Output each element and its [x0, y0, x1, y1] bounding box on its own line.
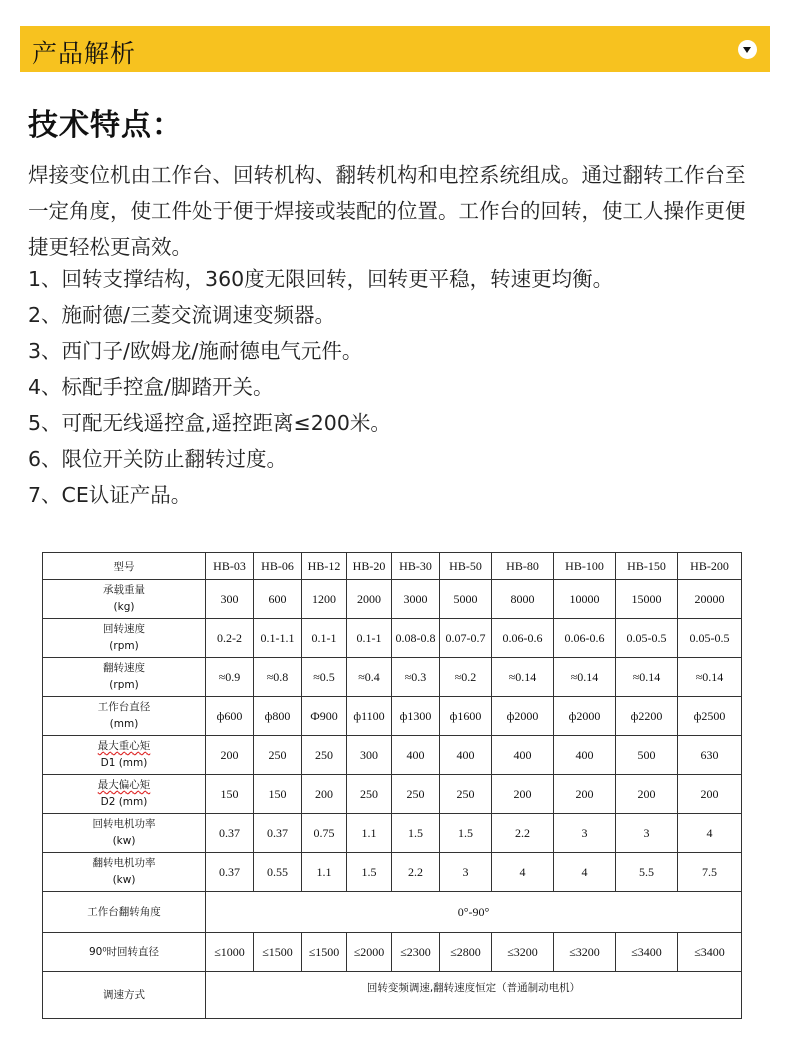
- table-cell: 5000: [440, 580, 492, 619]
- row-label: 调速方式: [43, 972, 206, 1019]
- label-text: 工作台直径: [97, 701, 151, 713]
- table-cell: ф1300: [392, 697, 440, 736]
- table-cell: 1.1: [302, 853, 347, 892]
- table-cell: ф1100: [347, 697, 392, 736]
- table-cell: 3000: [392, 580, 440, 619]
- row-label: [43, 775, 206, 814]
- header-cell: HB-50: [440, 553, 492, 580]
- table-cell: ≈0.14: [616, 658, 678, 697]
- label-text: 翻转电机功率: [92, 857, 156, 869]
- header-cell: HB-30: [392, 553, 440, 580]
- table-row: [43, 619, 742, 658]
- table-header-row: [43, 553, 742, 580]
- table-cell: ≈0.9: [206, 658, 254, 697]
- page-heading: 技术特点：: [28, 108, 183, 143]
- table-cell: 0.75: [302, 814, 347, 853]
- table-cell: 400: [492, 736, 554, 775]
- table-cell: 200: [492, 775, 554, 814]
- spec-table: [42, 552, 742, 1019]
- table-cell: ≤1000: [206, 933, 254, 972]
- table-cell: ≤1500: [254, 933, 302, 972]
- feature-item: 5、可配无线遥控盒,遥控距离≤200米。: [28, 411, 391, 435]
- table-cell: Ф900: [302, 697, 347, 736]
- table-cell: 200: [678, 775, 742, 814]
- table-cell: 0.1-1: [347, 619, 392, 658]
- table-cell: 0.05-0.5: [678, 619, 742, 658]
- table-cell: 300: [347, 736, 392, 775]
- row-label: [43, 619, 206, 658]
- table-cell: ≈0.14: [554, 658, 616, 697]
- table-cell: 0.06-0.6: [492, 619, 554, 658]
- table-cell: 1.5: [347, 853, 392, 892]
- banner-title: 产品解析: [32, 39, 137, 68]
- row-label: [43, 814, 206, 853]
- table-cell: 0.55: [254, 853, 302, 892]
- table-cell: 0.2-2: [206, 619, 254, 658]
- table-cell: 3: [554, 814, 616, 853]
- intro-paragraph: 焊接变位机由工作台、回转机构、翻转机构和电控系统组成。通过翻转工作台至一定角度，使工件处于便于焊接或装配的位置。工作台的回转，使工人操作更便捷更轻松更高效。: [28, 163, 746, 259]
- label-text: 翻转速度: [103, 662, 145, 674]
- table-row: [43, 972, 742, 1019]
- table-cell: 0.06-0.6: [554, 619, 616, 658]
- row-label: 90⁰时回转直径: [43, 933, 206, 972]
- table-row: [43, 853, 742, 892]
- table-cell: 250: [440, 775, 492, 814]
- unit-text: (kw): [112, 874, 136, 886]
- table-cell: 2.2: [492, 814, 554, 853]
- feature-list: [28, 261, 768, 513]
- table-cell: ф1600: [440, 697, 492, 736]
- header-cell: HB-20: [347, 553, 392, 580]
- table-cell: ф2000: [554, 697, 616, 736]
- table-cell: 250: [302, 736, 347, 775]
- table-cell: 回转变频调速,翻转速度恒定（普通制动电机）: [206, 972, 742, 1019]
- table-cell: 3: [440, 853, 492, 892]
- table-cell: 630: [678, 736, 742, 775]
- table-cell: ф2000: [492, 697, 554, 736]
- table-row: [43, 580, 742, 619]
- table-row: [43, 658, 742, 697]
- header-cell: HB-03: [206, 553, 254, 580]
- table-cell: 1.5: [440, 814, 492, 853]
- table-cell: 0.37: [206, 853, 254, 892]
- table-cell: 4: [492, 853, 554, 892]
- table-cell: ≤2800: [440, 933, 492, 972]
- table-cell: 0.1-1: [302, 619, 347, 658]
- table-cell: 600: [254, 580, 302, 619]
- table-cell: 250: [392, 775, 440, 814]
- section-banner[interactable]: [20, 26, 770, 72]
- table-cell: ≈0.4: [347, 658, 392, 697]
- unit-text: (kg): [113, 601, 135, 613]
- table-cell: ≈0.2: [440, 658, 492, 697]
- unit-text: (rpm): [109, 679, 139, 691]
- table-cell: 400: [440, 736, 492, 775]
- table-row: [43, 697, 742, 736]
- table-cell: 0.37: [254, 814, 302, 853]
- table-cell: 4: [678, 814, 742, 853]
- table-cell: ф600: [206, 697, 254, 736]
- table-cell: ≤3400: [616, 933, 678, 972]
- table-cell: 0.08-0.8: [392, 619, 440, 658]
- table-cell: 5.5: [616, 853, 678, 892]
- table-cell: ≈0.8: [254, 658, 302, 697]
- header-cell: HB-12: [302, 553, 347, 580]
- header-cell: HB-150: [616, 553, 678, 580]
- label-text: 回转速度: [103, 623, 145, 635]
- table-cell: 200: [302, 775, 347, 814]
- label-text: 最大重心矩: [97, 740, 151, 752]
- unit-text: D1 (mm): [100, 757, 148, 769]
- header-cell: HB-06: [254, 553, 302, 580]
- table-cell: ≤3200: [554, 933, 616, 972]
- table-cell: 0.1-1.1: [254, 619, 302, 658]
- table-cell: 0.37: [206, 814, 254, 853]
- table-cell: ≤2000: [347, 933, 392, 972]
- table-cell: 2000: [347, 580, 392, 619]
- table-cell: 7.5: [678, 853, 742, 892]
- table-cell: ≤1500: [302, 933, 347, 972]
- header-cell: HB-100: [554, 553, 616, 580]
- table-cell: ≈0.14: [678, 658, 742, 697]
- table-cell: 1200: [302, 580, 347, 619]
- table-cell: 0.05-0.5: [616, 619, 678, 658]
- table-row: [43, 892, 742, 933]
- unit-text: (kw): [112, 835, 136, 847]
- table-cell: 300: [206, 580, 254, 619]
- table-cell: 8000: [492, 580, 554, 619]
- table-row: [43, 933, 742, 972]
- table-cell: 200: [206, 736, 254, 775]
- table-cell: 1.1: [347, 814, 392, 853]
- table-cell: 500: [616, 736, 678, 775]
- row-label: [43, 853, 206, 892]
- table-cell: ≤2300: [392, 933, 440, 972]
- table-cell: 15000: [616, 580, 678, 619]
- table-cell: 4: [554, 853, 616, 892]
- label-text: 回转电机功率: [92, 818, 156, 830]
- table-row: [43, 736, 742, 775]
- table-cell: ф2500: [678, 697, 742, 736]
- unit-text: (mm): [109, 718, 139, 730]
- table-cell: ≈0.5: [302, 658, 347, 697]
- table-cell: 200: [616, 775, 678, 814]
- row-label: [43, 736, 206, 775]
- table-cell: ф2200: [616, 697, 678, 736]
- row-label: 工作台翻转角度: [43, 892, 206, 933]
- table-cell: 250: [254, 736, 302, 775]
- table-cell: 10000: [554, 580, 616, 619]
- header-cell: HB-200: [678, 553, 742, 580]
- table-cell: 1.5: [392, 814, 440, 853]
- table-cell: 400: [392, 736, 440, 775]
- table-cell: 3: [616, 814, 678, 853]
- unit-text: D2 (mm): [100, 796, 148, 808]
- label-text: 最大偏心矩: [97, 779, 151, 791]
- header-cell: HB-80: [492, 553, 554, 580]
- feature-item: 2、施耐德/三菱交流调速变频器。: [28, 303, 335, 327]
- table-cell: ≤3200: [492, 933, 554, 972]
- table-row: [43, 775, 742, 814]
- feature-item: 3、西门子/欧姆龙/施耐德电气元件。: [28, 339, 363, 363]
- table-cell: 400: [554, 736, 616, 775]
- table-cell: 20000: [678, 580, 742, 619]
- feature-item: 4、标配手控盒/脚踏开关。: [28, 375, 274, 399]
- feature-item: 7、CE认证产品。: [28, 483, 192, 507]
- row-label: [43, 580, 206, 619]
- feature-item: 6、限位开关防止翻转过度。: [28, 447, 288, 471]
- table-cell: ≤3400: [678, 933, 742, 972]
- table-cell: ≈0.14: [492, 658, 554, 697]
- table-cell: 200: [554, 775, 616, 814]
- chevron-down-icon[interactable]: [738, 40, 757, 59]
- feature-item: 1、回转支撑结构，360度无限回转，回转更平稳，转速更均衡。: [28, 267, 614, 291]
- table-cell: 150: [206, 775, 254, 814]
- table-cell: ф800: [254, 697, 302, 736]
- table-cell: 150: [254, 775, 302, 814]
- unit-text: (rpm): [109, 640, 139, 652]
- table-cell: 2.2: [392, 853, 440, 892]
- label-text: 承载重量: [103, 584, 145, 596]
- table-cell: 250: [347, 775, 392, 814]
- row-label: [43, 658, 206, 697]
- table-cell: ≈0.3: [392, 658, 440, 697]
- header-cell: 型号: [43, 553, 206, 580]
- row-label: [43, 697, 206, 736]
- table-cell: 0°-90°: [206, 892, 742, 933]
- table-cell: 0.07-0.7: [440, 619, 492, 658]
- table-row: [43, 814, 742, 853]
